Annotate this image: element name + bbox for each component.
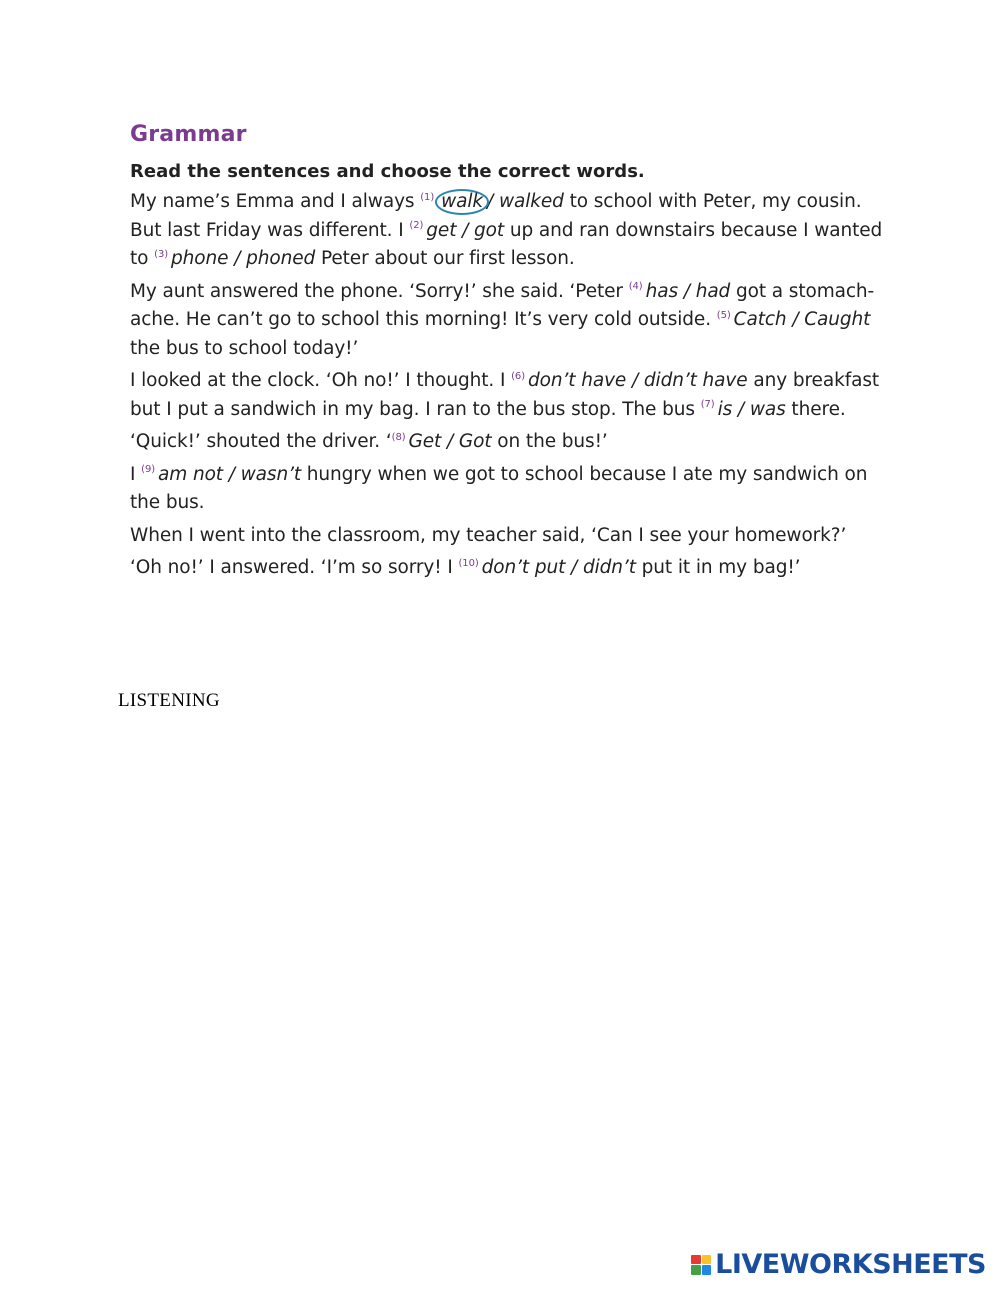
answer-options[interactable]: is / was [717, 398, 786, 420]
answer-options[interactable]: Catch / Caught [733, 309, 871, 330]
sentence-text: any breakfast but I put a sandwich in my bag. I ran to the bus stop. The bus [130, 370, 880, 420]
sentence-text: I [130, 463, 142, 485]
answer-options[interactable]: don’t have / didn’t have [528, 370, 748, 391]
paragraph [130, 428, 890, 457]
liveworksheets-branding [691, 1249, 986, 1280]
answer-options[interactable]: get / got [426, 219, 505, 241]
selected-answer[interactable]: walk [435, 189, 489, 215]
sentence-text: to school with Peter, my cousin. But last Friday was different. I [130, 191, 862, 241]
answer-options[interactable]: has / had [645, 280, 731, 302]
sentence-text: the bus to school today!’ [130, 337, 359, 359]
item-number: (8) [391, 431, 406, 443]
answer-options[interactable]: don’t put / didn’t [481, 557, 636, 578]
sentence-text: When I went into the classroom, my teacher said, ‘Can I see your homework?’ [130, 524, 847, 546]
logo-square [702, 1265, 712, 1275]
paragraph [130, 554, 890, 583]
exercise-text [130, 188, 890, 583]
grammar-exercise [130, 122, 890, 587]
sentence-text: up and ran downstairs because I wanted to [130, 219, 883, 269]
logo-square [691, 1265, 701, 1275]
exercise-instruction: Read the sentences and choose the correct words. [130, 161, 645, 182]
logo-square [702, 1255, 712, 1265]
item-number: (7) [700, 399, 715, 411]
paragraph [130, 522, 890, 551]
sentence-text: ‘Oh no!’ I answered. ‘I’m so sorry! I [130, 557, 459, 578]
paragraph [130, 278, 890, 364]
item-number: (4) [628, 281, 643, 293]
item-number: (1) [420, 191, 435, 203]
brand-name: LIVEWORKSHEETS [715, 1249, 986, 1280]
item-number: (9) [141, 464, 156, 476]
sentence-text: there. [785, 398, 846, 420]
paragraph [130, 367, 890, 424]
paragraph [130, 188, 890, 274]
exercise-title: Grammar [130, 122, 247, 147]
sentence-text: hungry when we got to school because I ate my sandwich on the bus. [130, 463, 868, 513]
item-number: (10) [458, 557, 479, 569]
sentence-text: got a stomach-ache. He can’t go to school this morning! It’s very cold outside. [130, 280, 875, 330]
answer-options[interactable]: am not / wasn’t [158, 463, 302, 485]
sentence-text: My name’s Emma and I always [130, 191, 421, 212]
liveworksheets-logo-icon [691, 1255, 711, 1275]
sentence-text: ‘Quick!’ shouted the driver. ‘ [130, 431, 392, 452]
item-number: (5) [716, 309, 731, 321]
sentence-text: Peter about our first lesson. [315, 248, 575, 269]
answer-options[interactable]: / walked [487, 191, 564, 212]
sentence-text: put it in my bag!’ [635, 557, 801, 578]
item-number: (6) [511, 370, 525, 382]
paragraph [130, 461, 890, 518]
logo-square [691, 1255, 701, 1265]
section-label-listening: LISTENING [118, 690, 220, 711]
sentence-text: I looked at the clock. ‘Oh no!’ I thought. I [130, 370, 512, 391]
item-number: (3) [154, 248, 169, 260]
sentence-text: My aunt answered the phone. ‘Sorry!’ she said. ‘Peter [130, 280, 629, 302]
sentence-text: on the bus!’ [491, 431, 608, 452]
answer-options[interactable]: phone / phoned [171, 248, 316, 269]
item-number: (2) [409, 220, 424, 232]
answer-options[interactable]: Get / Got [408, 431, 492, 452]
